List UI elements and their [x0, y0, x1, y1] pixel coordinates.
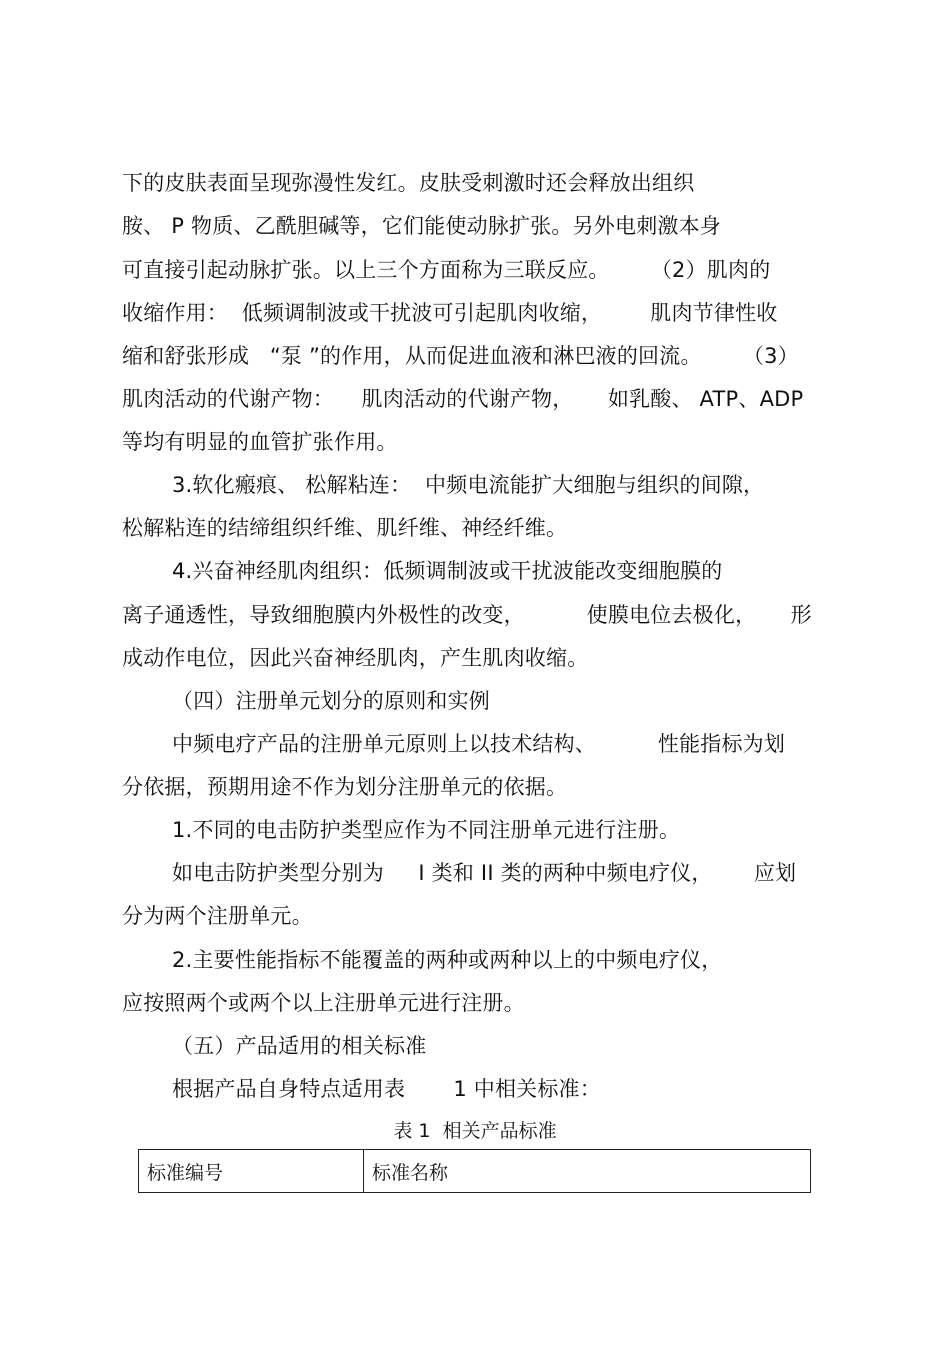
paragraph-line: 下的皮肤表面呈现弥漫性发红。皮肤受刺激时还会释放出组织: [122, 171, 695, 195]
paragraph-line: 分为两个注册单元。: [122, 904, 313, 928]
standards-table: [138, 1149, 811, 1193]
paragraph-line: 2.主要性能指标不能覆盖的两种或两种以上的中频电疗仪，: [172, 948, 723, 972]
paragraph-line: 胺、 P 物质、乙酰胆碱等，它们能使动脉扩张。另外电刺激本身: [122, 214, 722, 238]
table-header-cell: 标准编号: [139, 1150, 364, 1193]
paragraph-line: 松解粘连的结缔组织纤维、肌纤维、神经纤维。: [122, 516, 568, 540]
paragraph-line: 应按照两个或两个以上注册单元进行注册。: [122, 991, 525, 1015]
paragraph-line: 收缩作用： 低频调制波或干扰波可引起肌肉收缩， 肌肉节律性收: [122, 301, 778, 325]
paragraph-line: 4.兴奋神经肌肉组织：低频调制波或干扰波能改变细胞膜的: [172, 559, 723, 583]
paragraph-line: 如电击防护类型分别为 I 类和 II 类的两种中频电疗仪， 应划: [172, 861, 797, 885]
paragraph-line: 3.软化瘢痕、 松解粘连： 中频电流能扩大细胞与组织的间隙，: [172, 473, 765, 497]
paragraph-line: 分依据，预期用途不作为划分注册单元的依据。: [122, 775, 568, 799]
table-header-cell: 标准名称: [364, 1150, 811, 1193]
table-caption: 表 1 相关产品标准: [393, 1120, 557, 1142]
paragraph-line: 离子通透性，导致细胞膜内外极性的改变， 使膜电位去极化， 形: [122, 603, 812, 627]
paragraph-line: 肌肉活动的代谢产物： 肌肉活动的代谢产物， 如乳酸、 ATP、ADP: [122, 387, 804, 411]
paragraph-line: 可直接引起动脉扩张。以上三个方面称为三联反应。 （2）肌肉的: [122, 258, 771, 282]
section-heading: （四）注册单元划分的原则和实例: [172, 689, 490, 713]
table-header-row: [139, 1150, 811, 1193]
section-heading: （五）产品适用的相关标准: [172, 1034, 427, 1058]
paragraph-line: 根据产品自身特点适用表 1 中相关标准：: [172, 1077, 601, 1101]
paragraph-line: 等均有明显的血管扩张作用。: [122, 430, 398, 454]
paragraph-line: 1.不同的电击防护类型应作为不同注册单元进行注册。: [172, 818, 681, 842]
paragraph-line: 成动作电位，因此兴奋神经肌肉，产生肌肉收缩。: [122, 646, 589, 670]
paragraph-line: 中频电疗产品的注册单元原则上以技术结构、 性能指标为划: [172, 732, 786, 756]
paragraph-line: 缩和舒张形成 “泵 ”的作用，从而促进血液和淋巴液的回流。 （3）: [122, 344, 799, 368]
